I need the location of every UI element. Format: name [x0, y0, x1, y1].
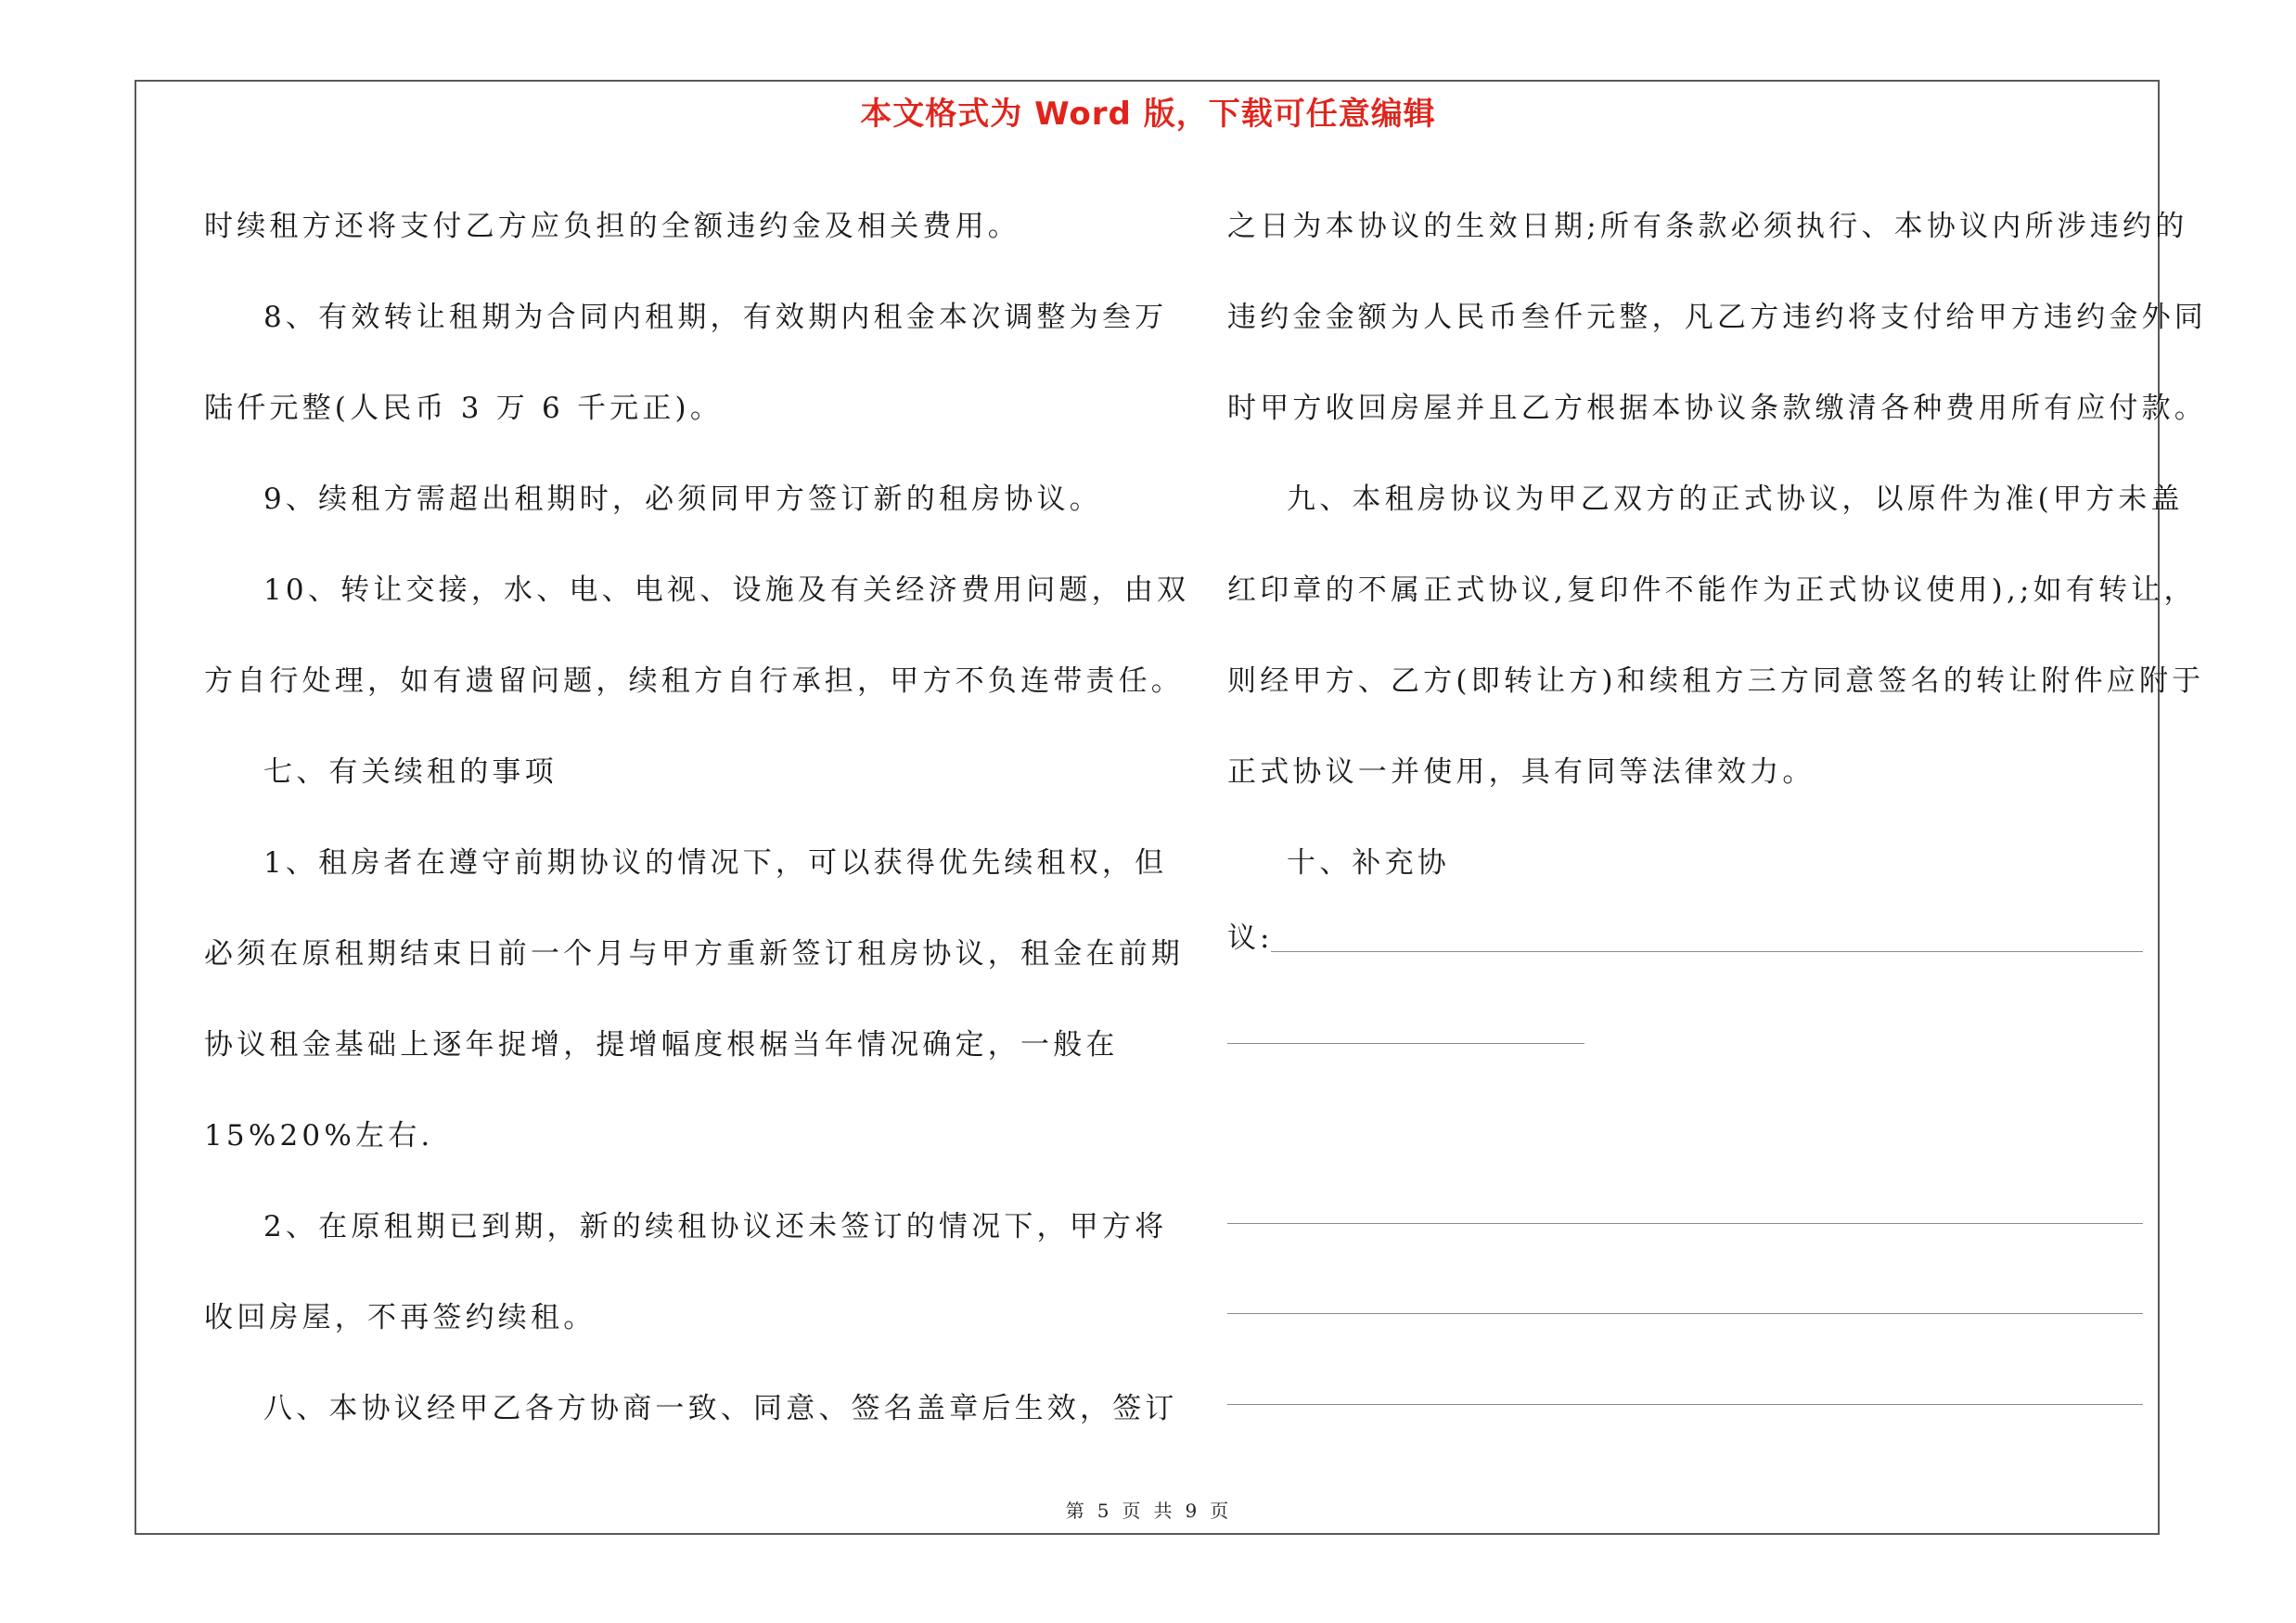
page-label-post: 页	[1210, 1500, 1231, 1522]
page-label-total: 共	[1153, 1500, 1174, 1522]
right-column	[1227, 181, 2207, 908]
section-heading: 八、本协议经甲乙各方协商一致、同意、签名盖章后生效，签订	[263, 1392, 1178, 1425]
paragraph: 正式协议一并使用，具有同等法律效力。	[1227, 755, 1815, 789]
page-current: 5	[1097, 1500, 1111, 1522]
paragraph: 8、有效转让租期为合同内租期，有效期内租金本次调整为叁万	[263, 301, 1168, 334]
paragraph: 9、续租方需超出租期时，必须同甲方签订新的租房协议。	[263, 483, 1102, 516]
page-total: 9	[1185, 1500, 1199, 1522]
header-banner: 本文格式为 Word 版，下载可任意编辑	[860, 96, 1436, 133]
section-heading: 七、有关续租的事项	[263, 755, 558, 789]
paragraph: 违约金金额为人民币叁仟元整，凡乙方违约将支付给甲方违约金外同	[1227, 301, 2207, 334]
section-heading: 九、本租房协议为甲乙双方的正式协议，以原件为准(甲方未盖	[1287, 483, 2184, 516]
paragraph: 必须在原租期结束日前一个月与甲方重新签订租房协议，租金在前期	[204, 937, 1184, 971]
page-label-pre: 第	[1065, 1500, 1086, 1522]
paragraph: 则经甲方、乙方(即转让方)和续租方三方同意签名的转让附件应附于	[1227, 664, 2205, 698]
paragraph: 2、在原租期已到期，新的续租协议还未签订的情况下，甲方将	[263, 1210, 1168, 1243]
blank-line	[1271, 951, 2143, 952]
paragraph: 时续租方还将支付乙方应负担的全额违约金及相关费用。	[204, 210, 1020, 243]
blank-line	[1227, 1313, 2143, 1314]
paragraph: 1、租房者在遵守前期协议的情况下，可以获得优先续租权，但	[263, 846, 1168, 880]
paragraph: 时甲方收回房屋并且乙方根据本协议条款缴清各种费用所有应付款。	[1227, 392, 2207, 425]
blank-line	[1227, 1223, 2143, 1224]
paragraph: 陆仟元整(人民币 3 万 6 千元正)。	[204, 392, 724, 425]
section-heading: 十、补充协	[1287, 846, 1450, 880]
paragraph: 协议租金基础上逐年捉增，提增幅度根椐当年情况确定，一般在	[204, 1028, 1119, 1062]
blank-line	[1227, 1404, 2143, 1405]
blank-line	[1227, 1043, 1584, 1044]
paragraph: 之日为本协议的生效日期;所有条款必须执行、本协议内所涉违约的	[1227, 210, 2188, 243]
paragraph: 15%20%左右.	[204, 1119, 434, 1153]
page-label-mid: 页	[1122, 1500, 1143, 1522]
paragraph: 红印章的不属正式协议,复印件不能作为正式协议使用),;如有转让，	[1227, 573, 2197, 607]
paragraph: 10、转让交接，水、电、电视、设施及有关经济费用问题，由双	[263, 573, 1190, 607]
page-number	[0, 1496, 2296, 1523]
paragraph: 收回房屋，不再签约续租。	[204, 1301, 596, 1334]
left-column	[204, 181, 1190, 1454]
paragraph: 方自行处理，如有遗留问题，续租方自行承担，甲方不负连带责任。	[204, 664, 1184, 698]
supplement-label: 议:	[1227, 921, 1274, 955]
